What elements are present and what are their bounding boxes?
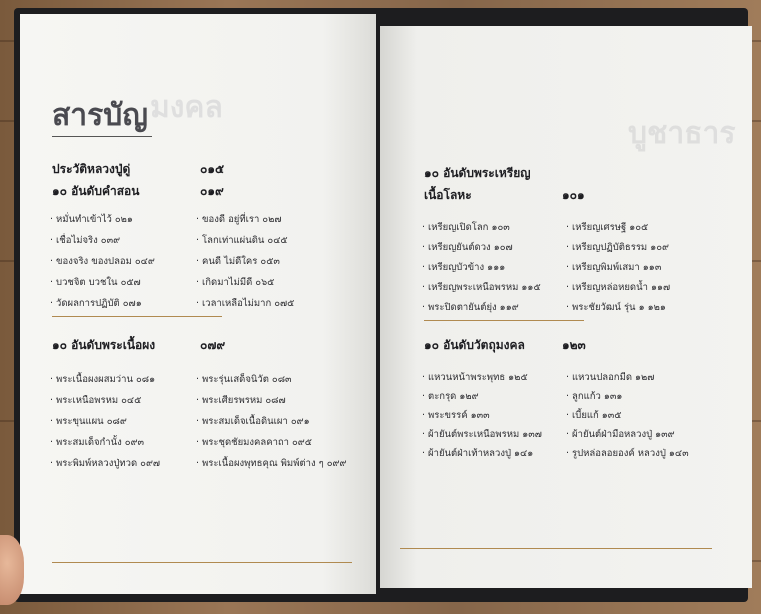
list-item: · แหวนปลอกมีด ๑๒๗: [566, 372, 655, 383]
list-item: · พระเนื้อผงผสมว่าน ๐๘๑: [50, 374, 156, 385]
list-item: · พระสมเด็จกำนั้ง ๐๙๓: [50, 437, 145, 448]
list-item: · ลูกแก้ว ๑๓๑: [566, 391, 623, 402]
list-item: · เหรียญเปิดโลก ๑๐๓: [422, 222, 510, 233]
section-heading-biography: ประวัติหลวงปู่ดู่: [52, 162, 131, 176]
section-divider: [424, 320, 584, 321]
list-item: · เหรียญปฏิบัติธรรม ๑๐๙: [566, 242, 669, 253]
list-item: · พระชุดชัยมงคลคาถา ๐๙๕: [196, 437, 312, 448]
list-item: · ตะกรุด ๑๒๙: [422, 391, 479, 402]
section-heading-amulets: ๑๐ อันดับพระเนื้อผง: [52, 338, 156, 352]
list-item: · เหรียญยันต์ดวง ๑๐๗: [422, 242, 513, 253]
footer-rule: [52, 562, 352, 563]
ghost-text: มงคล: [150, 90, 223, 125]
left-page: [20, 14, 376, 594]
list-item: · ของดี อยู่ที่เรา ๐๒๗: [196, 214, 282, 225]
list-item: · หมั่นทำเข้าไว้ ๐๒๑: [50, 214, 133, 225]
section-page-teachings: ๐๑๙: [200, 184, 224, 198]
list-item: · ผ้ายันต์พระเหนือพรหม ๑๓๗: [422, 429, 542, 440]
list-item: · เวลาเหลือไม่มาก ๐๗๕: [196, 298, 295, 309]
list-item: · เหรียญบัวข้าง ๑๑๑: [422, 262, 506, 273]
section-page-coins: ๑๐๑: [562, 188, 585, 202]
list-item: · คนดี ไม่ดีใคร ๐๕๓: [196, 256, 280, 267]
page-title: สารบัญ: [52, 98, 148, 133]
list-item: · ของจริง ของปลอม ๐๔๙: [50, 256, 155, 267]
list-item: · พระพิมพ์หลวงปู่ทวด ๐๙๗: [50, 458, 161, 469]
list-item: · เชื่อไม่จริง ๐๓๙: [50, 235, 121, 246]
title-underline: [52, 136, 152, 137]
list-item: · เกิดมาไม่มีดี ๐๖๕: [196, 277, 275, 288]
list-item: · ผ้ายันต์ฝ่ามือหลวงปู่ ๑๓๙: [566, 429, 675, 440]
list-item: · ผ้ายันต์ฝ่าเท้าหลวงปู่ ๑๔๑: [422, 448, 534, 459]
list-item: · แหวนหน้าพระพุทธ ๑๒๕: [422, 372, 528, 383]
list-item: · พระปิดตายันต์ยุ่ง ๑๑๙: [422, 302, 519, 313]
list-item: · โลกเท่าแผ่นดิน ๐๔๕: [196, 235, 288, 246]
list-item: · เหรียญเศรษฐี ๑๐๕: [566, 222, 649, 233]
section-heading-teachings: ๑๐ อันดับคำสอน: [52, 184, 140, 198]
list-item: · พระเนื้อผงพุทธคุณ พิมพ์ต่าง ๆ ๐๙๙: [196, 458, 347, 469]
footer-rule: [400, 548, 712, 549]
section-page-sacred: ๑๒๓: [562, 338, 586, 352]
section-heading-coins: ๑๐ อันดับพระเหรียญ: [424, 166, 531, 180]
list-item: · เบี้ยแก้ ๑๓๕: [566, 410, 622, 421]
list-item: · พระสมเด็จเนื้อดินเผา ๐๙๑: [196, 416, 310, 427]
list-item: · วัดผลการปฏิบัติ ๐๗๑: [50, 298, 142, 309]
list-item: · เหรียญหล่อหยดน้ำ ๑๑๗: [566, 282, 671, 293]
list-item: · พระเศียรพรหม ๐๘๗: [196, 395, 286, 406]
list-item: · รูปหล่อลอยองค์ หลวงปู่ ๑๔๓: [566, 448, 689, 459]
list-item: · พระรุ่นเสด็จนิวัต ๐๘๓: [196, 374, 292, 385]
right-page: [380, 26, 752, 588]
list-item: · บวชจิต บวชใน ๐๕๗: [50, 277, 141, 288]
list-item: · พระชัยวัฒน์ รุ่น ๑ ๑๒๑: [566, 302, 666, 313]
list-item: · เหรียญพระเหนือพรหม ๑๑๕: [422, 282, 541, 293]
ghost-text: บูชาธาร: [628, 116, 736, 151]
section-page-biography: ๐๑๕: [200, 162, 225, 176]
section-page-amulets: ๐๗๙: [200, 338, 226, 352]
list-item: · พระขรรค์ ๑๓๓: [422, 410, 490, 421]
list-item: · พระเหนือพรหม ๐๔๕: [50, 395, 142, 406]
section-heading-coins-line2: เนื้อโลหะ: [424, 188, 472, 202]
list-item: · พระขุนแผน ๐๘๙: [50, 416, 127, 427]
section-divider: [52, 316, 222, 317]
section-heading-sacred: ๑๐ อันดับวัตถุมงคล: [424, 338, 525, 352]
list-item: · เหรียญพิมพ์เสมา ๑๑๓: [566, 262, 662, 273]
